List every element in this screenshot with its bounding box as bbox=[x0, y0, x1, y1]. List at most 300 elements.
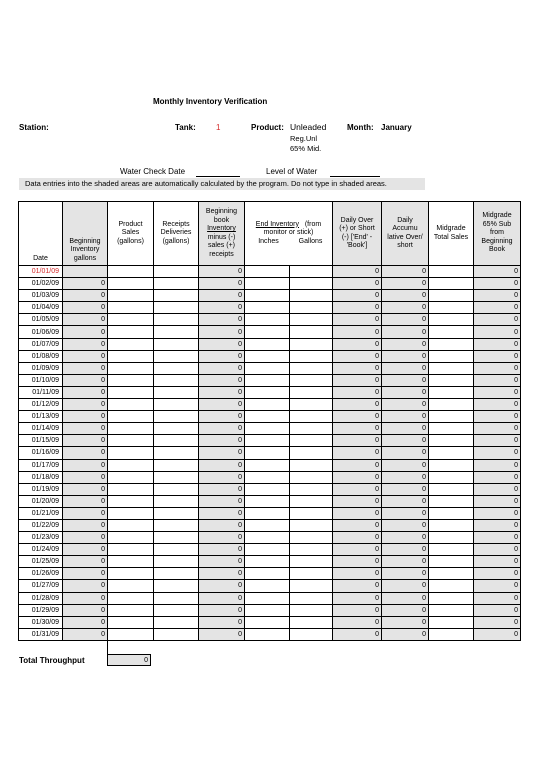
book-inventory-cell: 0 bbox=[199, 362, 245, 374]
end-gallons-input[interactable] bbox=[290, 435, 333, 447]
receipts-input[interactable] bbox=[154, 568, 199, 580]
daily-over-short-cell: 0 bbox=[333, 604, 382, 616]
book-inventory-cell: 0 bbox=[199, 471, 245, 483]
receipts-input[interactable] bbox=[154, 374, 199, 386]
daily-over-short-cell: 0 bbox=[333, 519, 382, 531]
midgrade-sub-cell: 0 bbox=[474, 386, 521, 398]
midgrade-sub-cell: 0 bbox=[474, 495, 521, 507]
midgrade-sales-input[interactable] bbox=[429, 326, 474, 338]
end-inches-input[interactable] bbox=[245, 544, 290, 556]
product-sales-input[interactable] bbox=[108, 471, 154, 483]
beginning-inventory-cell: 0 bbox=[63, 568, 108, 580]
receipts-input[interactable] bbox=[154, 592, 199, 604]
table-row bbox=[19, 350, 521, 362]
product-sales-input[interactable] bbox=[108, 435, 154, 447]
shaded-area-notice: Data entries into the shaded areas are automatically calculated by the program. Do not type in shaded areas. bbox=[19, 178, 425, 190]
product-sales-input[interactable] bbox=[108, 326, 154, 338]
midgrade-sales-input[interactable] bbox=[429, 544, 474, 556]
beginning-inventory-cell: 0 bbox=[63, 350, 108, 362]
midgrade-sub-cell: 0 bbox=[474, 628, 521, 640]
date-cell: 01/28/09 bbox=[19, 592, 63, 604]
end-inches-input[interactable] bbox=[245, 326, 290, 338]
date-cell: 01/10/09 bbox=[19, 374, 63, 386]
product-sales-input[interactable] bbox=[108, 399, 154, 411]
cumulative-over-short-cell: 0 bbox=[382, 435, 429, 447]
end-gallons-input[interactable] bbox=[290, 374, 333, 386]
product-sales-input[interactable] bbox=[108, 374, 154, 386]
product-sales-input[interactable] bbox=[108, 495, 154, 507]
book-inventory-cell: 0 bbox=[199, 507, 245, 519]
end-gallons-input[interactable] bbox=[290, 580, 333, 592]
product-sales-input[interactable] bbox=[108, 350, 154, 362]
cumulative-over-short-cell: 0 bbox=[382, 616, 429, 628]
end-gallons-input[interactable] bbox=[290, 483, 333, 495]
end-inches-input[interactable] bbox=[245, 362, 290, 374]
midgrade-sales-input[interactable] bbox=[429, 616, 474, 628]
product-sales-input[interactable] bbox=[108, 386, 154, 398]
product-sales-input[interactable] bbox=[108, 544, 154, 556]
daily-over-short-cell: 0 bbox=[333, 314, 382, 326]
table-row bbox=[19, 447, 521, 459]
midgrade-sales-input[interactable] bbox=[429, 628, 474, 640]
receipts-input[interactable] bbox=[154, 532, 199, 544]
beginning-inventory-cell: 0 bbox=[63, 495, 108, 507]
col-header-end-gallons: Gallons bbox=[298, 237, 323, 245]
table-row bbox=[19, 374, 521, 386]
water-level-label: Level of Water bbox=[266, 167, 318, 176]
end-gallons-input[interactable] bbox=[290, 519, 333, 531]
end-gallons-input[interactable] bbox=[290, 447, 333, 459]
receipts-input[interactable] bbox=[154, 326, 199, 338]
midgrade-sales-input[interactable] bbox=[429, 411, 474, 423]
table-row bbox=[19, 604, 521, 616]
cumulative-over-short-cell: 0 bbox=[382, 568, 429, 580]
book-inventory-cell: 0 bbox=[199, 447, 245, 459]
end-inches-input[interactable] bbox=[245, 507, 290, 519]
midgrade-sales-input[interactable] bbox=[429, 471, 474, 483]
product-sales-input[interactable] bbox=[108, 532, 154, 544]
end-gallons-input[interactable] bbox=[290, 266, 333, 278]
end-gallons-input[interactable] bbox=[290, 290, 333, 302]
book-inventory-cell: 0 bbox=[199, 350, 245, 362]
beginning-inventory-cell: 0 bbox=[63, 411, 108, 423]
product-sales-input[interactable] bbox=[108, 447, 154, 459]
table-row bbox=[19, 302, 521, 314]
midgrade-sales-input[interactable] bbox=[429, 290, 474, 302]
end-gallons-input[interactable] bbox=[290, 568, 333, 580]
book-inventory-cell: 0 bbox=[199, 435, 245, 447]
midgrade-sub-cell: 0 bbox=[474, 399, 521, 411]
date-cell: 01/17/09 bbox=[19, 459, 63, 471]
daily-over-short-cell: 0 bbox=[333, 616, 382, 628]
receipts-input[interactable] bbox=[154, 314, 199, 326]
end-gallons-input[interactable] bbox=[290, 544, 333, 556]
end-gallons-input[interactable] bbox=[290, 423, 333, 435]
end-gallons-input[interactable] bbox=[290, 471, 333, 483]
book-inventory-cell: 0 bbox=[199, 592, 245, 604]
end-inches-input[interactable] bbox=[245, 556, 290, 568]
daily-over-short-cell: 0 bbox=[333, 399, 382, 411]
beginning-inventory-cell: 0 bbox=[63, 556, 108, 568]
receipts-input[interactable] bbox=[154, 399, 199, 411]
receipts-input[interactable] bbox=[154, 483, 199, 495]
beginning-inventory-cell: 0 bbox=[63, 532, 108, 544]
end-gallons-input[interactable] bbox=[290, 314, 333, 326]
receipts-input[interactable] bbox=[154, 435, 199, 447]
daily-over-short-cell: 0 bbox=[333, 411, 382, 423]
product-sales-input[interactable] bbox=[108, 568, 154, 580]
midgrade-sub-cell: 0 bbox=[474, 483, 521, 495]
midgrade-sub-cell: 0 bbox=[474, 507, 521, 519]
product-sales-input[interactable] bbox=[108, 483, 154, 495]
end-inches-input[interactable] bbox=[245, 266, 290, 278]
end-inches-input[interactable] bbox=[245, 435, 290, 447]
beginning-inventory-cell: 0 bbox=[63, 362, 108, 374]
end-gallons-input[interactable] bbox=[290, 592, 333, 604]
beginning-inventory-cell: 0 bbox=[63, 447, 108, 459]
midgrade-sales-input[interactable] bbox=[429, 278, 474, 290]
midgrade-sales-input[interactable] bbox=[429, 435, 474, 447]
end-gallons-input[interactable] bbox=[290, 386, 333, 398]
beginning-inventory-cell: 0 bbox=[63, 423, 108, 435]
product-sales-input[interactable] bbox=[108, 338, 154, 350]
date-cell: 01/20/09 bbox=[19, 495, 63, 507]
cumulative-over-short-cell: 0 bbox=[382, 266, 429, 278]
total-throughput-label: Total Throughput bbox=[19, 656, 85, 665]
book-inventory-cell: 0 bbox=[199, 519, 245, 531]
end-inches-input[interactable] bbox=[245, 604, 290, 616]
date-cell: 01/26/09 bbox=[19, 568, 63, 580]
end-gallons-input[interactable] bbox=[290, 411, 333, 423]
daily-over-short-cell: 0 bbox=[333, 568, 382, 580]
midgrade-sub-cell: 0 bbox=[474, 423, 521, 435]
book-inventory-cell: 0 bbox=[199, 411, 245, 423]
receipts-input[interactable] bbox=[154, 616, 199, 628]
date-cell: 01/14/09 bbox=[19, 423, 63, 435]
end-inches-input[interactable] bbox=[245, 302, 290, 314]
end-inches-input[interactable] bbox=[245, 519, 290, 531]
tank-value[interactable]: 1 bbox=[216, 123, 221, 132]
receipts-input[interactable] bbox=[154, 556, 199, 568]
cumulative-over-short-cell: 0 bbox=[382, 278, 429, 290]
product-sales-input[interactable] bbox=[108, 314, 154, 326]
receipts-input[interactable] bbox=[154, 519, 199, 531]
water-check-date-label: Water Check Date bbox=[120, 167, 186, 176]
midgrade-sub-cell: 0 bbox=[474, 326, 521, 338]
beginning-inventory-cell: 0 bbox=[63, 616, 108, 628]
cumulative-over-short-cell: 0 bbox=[382, 447, 429, 459]
product-sales-input[interactable] bbox=[108, 302, 154, 314]
end-inches-input[interactable] bbox=[245, 495, 290, 507]
cumulative-over-short-cell: 0 bbox=[382, 314, 429, 326]
cumulative-over-short-cell: 0 bbox=[382, 374, 429, 386]
midgrade-sales-input[interactable] bbox=[429, 350, 474, 362]
end-gallons-input[interactable] bbox=[290, 302, 333, 314]
cumulative-over-short-cell: 0 bbox=[382, 386, 429, 398]
product-sales-input[interactable] bbox=[108, 592, 154, 604]
end-inches-input[interactable] bbox=[245, 568, 290, 580]
receipts-input[interactable] bbox=[154, 423, 199, 435]
product-sales-input[interactable] bbox=[108, 604, 154, 616]
cumulative-over-short-cell: 0 bbox=[382, 362, 429, 374]
midgrade-sales-input[interactable] bbox=[429, 362, 474, 374]
cumulative-over-short-cell: 0 bbox=[382, 326, 429, 338]
end-inches-input[interactable] bbox=[245, 447, 290, 459]
receipts-input[interactable] bbox=[154, 338, 199, 350]
table-row bbox=[19, 495, 521, 507]
midgrade-sales-input[interactable] bbox=[429, 483, 474, 495]
daily-over-short-cell: 0 bbox=[333, 338, 382, 350]
product-sales-input[interactable] bbox=[108, 556, 154, 568]
cumulative-over-short-cell: 0 bbox=[382, 580, 429, 592]
table-row bbox=[19, 532, 521, 544]
daily-over-short-cell: 0 bbox=[333, 580, 382, 592]
book-inventory-cell: 0 bbox=[199, 423, 245, 435]
product-sales-input[interactable] bbox=[108, 519, 154, 531]
midgrade-sub-cell: 0 bbox=[474, 362, 521, 374]
end-gallons-input[interactable] bbox=[290, 556, 333, 568]
daily-over-short-cell: 0 bbox=[333, 278, 382, 290]
date-cell: 01/09/09 bbox=[19, 362, 63, 374]
table-row bbox=[19, 616, 521, 628]
product-sales-input[interactable] bbox=[108, 616, 154, 628]
receipts-input[interactable] bbox=[154, 628, 199, 640]
daily-over-short-cell: 0 bbox=[333, 471, 382, 483]
daily-over-short-cell: 0 bbox=[333, 362, 382, 374]
book-inventory-cell: 0 bbox=[199, 386, 245, 398]
table-row bbox=[19, 459, 521, 471]
end-inches-input[interactable] bbox=[245, 374, 290, 386]
midgrade-sales-input[interactable] bbox=[429, 386, 474, 398]
receipts-input[interactable] bbox=[154, 580, 199, 592]
midgrade-sub-cell: 0 bbox=[474, 350, 521, 362]
midgrade-sub-cell: 0 bbox=[474, 266, 521, 278]
end-gallons-input[interactable] bbox=[290, 399, 333, 411]
product-value[interactable]: Unleaded bbox=[290, 122, 327, 132]
receipts-input[interactable] bbox=[154, 386, 199, 398]
end-gallons-input[interactable] bbox=[290, 628, 333, 640]
beginning-inventory-cell: 0 bbox=[63, 628, 108, 640]
midgrade-sales-input[interactable] bbox=[429, 604, 474, 616]
cumulative-over-short-cell: 0 bbox=[382, 495, 429, 507]
beginning-inventory-cell: 0 bbox=[63, 483, 108, 495]
col-header-end-inches: Inches bbox=[258, 237, 279, 245]
midgrade-sub-cell: 0 bbox=[474, 544, 521, 556]
midgrade-sales-input[interactable] bbox=[429, 556, 474, 568]
midgrade-sub-cell: 0 bbox=[474, 447, 521, 459]
end-gallons-input[interactable] bbox=[290, 326, 333, 338]
beginning-inventory-cell: 0 bbox=[63, 507, 108, 519]
beginning-inventory-cell: 0 bbox=[63, 604, 108, 616]
midgrade-sales-input[interactable] bbox=[429, 519, 474, 531]
date-cell: 01/05/09 bbox=[19, 314, 63, 326]
col-header-cumulative-over-short: Daily Accumu lative Over/ short bbox=[382, 202, 429, 266]
col-header-beginning-inventory: Beginning Inventory gallons bbox=[63, 202, 108, 266]
end-gallons-input[interactable] bbox=[290, 362, 333, 374]
beginning-inventory-cell: 0 bbox=[63, 314, 108, 326]
end-inches-input[interactable] bbox=[245, 459, 290, 471]
midgrade-sales-input[interactable] bbox=[429, 592, 474, 604]
end-inches-input[interactable] bbox=[245, 278, 290, 290]
date-cell: 01/13/09 bbox=[19, 411, 63, 423]
product-sales-input[interactable] bbox=[108, 362, 154, 374]
receipts-input[interactable] bbox=[154, 459, 199, 471]
product-sales-input[interactable] bbox=[108, 290, 154, 302]
receipts-input[interactable] bbox=[154, 507, 199, 519]
midgrade-sub-cell: 0 bbox=[474, 278, 521, 290]
col-header-midgrade-total-sales: Midgrade Total Sales bbox=[429, 202, 474, 266]
product-sales-input[interactable] bbox=[108, 266, 154, 278]
end-gallons-input[interactable] bbox=[290, 532, 333, 544]
product-sales-input[interactable] bbox=[108, 423, 154, 435]
date-cell: 01/04/09 bbox=[19, 302, 63, 314]
midgrade-sales-input[interactable] bbox=[429, 568, 474, 580]
receipts-input[interactable] bbox=[154, 544, 199, 556]
end-inches-input[interactable] bbox=[245, 471, 290, 483]
inventory-table bbox=[18, 201, 521, 641]
table-row bbox=[19, 435, 521, 447]
total-connector-line bbox=[107, 639, 108, 654]
midgrade-sales-input[interactable] bbox=[429, 580, 474, 592]
end-inches-input[interactable] bbox=[245, 411, 290, 423]
end-gallons-input[interactable] bbox=[290, 616, 333, 628]
midgrade-sales-input[interactable] bbox=[429, 399, 474, 411]
date-cell: 01/07/09 bbox=[19, 338, 63, 350]
beginning-inventory-cell: 0 bbox=[63, 374, 108, 386]
receipts-input[interactable] bbox=[154, 411, 199, 423]
receipts-input[interactable] bbox=[154, 604, 199, 616]
midgrade-sales-input[interactable] bbox=[429, 447, 474, 459]
receipts-input[interactable] bbox=[154, 302, 199, 314]
date-cell: 01/08/09 bbox=[19, 350, 63, 362]
product-sales-input[interactable] bbox=[108, 278, 154, 290]
receipts-input[interactable] bbox=[154, 471, 199, 483]
book-inventory-cell: 0 bbox=[199, 495, 245, 507]
end-inches-input[interactable] bbox=[245, 350, 290, 362]
midgrade-sub-cell: 0 bbox=[474, 459, 521, 471]
midgrade-sales-input[interactable] bbox=[429, 507, 474, 519]
end-inches-input[interactable] bbox=[245, 314, 290, 326]
end-gallons-input[interactable] bbox=[290, 350, 333, 362]
end-inches-input[interactable] bbox=[245, 616, 290, 628]
table-row bbox=[19, 266, 521, 278]
book-inventory-cell: 0 bbox=[199, 266, 245, 278]
end-inches-input[interactable] bbox=[245, 483, 290, 495]
product-sales-input[interactable] bbox=[108, 507, 154, 519]
receipts-input[interactable] bbox=[154, 362, 199, 374]
cumulative-over-short-cell: 0 bbox=[382, 556, 429, 568]
book-inventory-cell: 0 bbox=[199, 616, 245, 628]
cumulative-over-short-cell: 0 bbox=[382, 519, 429, 531]
receipts-input[interactable] bbox=[154, 266, 199, 278]
midgrade-sales-input[interactable] bbox=[429, 423, 474, 435]
end-inches-input[interactable] bbox=[245, 423, 290, 435]
receipts-input[interactable] bbox=[154, 350, 199, 362]
beginning-inventory-cell: 0 bbox=[63, 580, 108, 592]
daily-over-short-cell: 0 bbox=[333, 628, 382, 640]
midgrade-sub-cell: 0 bbox=[474, 568, 521, 580]
product-sales-input[interactable] bbox=[108, 411, 154, 423]
date-cell: 01/21/09 bbox=[19, 507, 63, 519]
midgrade-sub-cell: 0 bbox=[474, 374, 521, 386]
end-inches-input[interactable] bbox=[245, 290, 290, 302]
midgrade-sales-input[interactable] bbox=[429, 314, 474, 326]
midgrade-sales-input[interactable] bbox=[429, 302, 474, 314]
receipts-input[interactable] bbox=[154, 495, 199, 507]
beginning-inventory-cell bbox=[63, 266, 108, 278]
daily-over-short-cell: 0 bbox=[333, 302, 382, 314]
end-gallons-input[interactable] bbox=[290, 278, 333, 290]
daily-over-short-cell: 0 bbox=[333, 556, 382, 568]
beginning-inventory-cell: 0 bbox=[63, 338, 108, 350]
table-row bbox=[19, 314, 521, 326]
midgrade-sales-input[interactable] bbox=[429, 374, 474, 386]
receipts-input[interactable] bbox=[154, 447, 199, 459]
water-check-date-field[interactable] bbox=[196, 176, 240, 177]
end-inches-input[interactable] bbox=[245, 592, 290, 604]
book-inventory-cell: 0 bbox=[199, 314, 245, 326]
daily-over-short-cell: 0 bbox=[333, 495, 382, 507]
beginning-inventory-cell: 0 bbox=[63, 290, 108, 302]
end-inches-input[interactable] bbox=[245, 628, 290, 640]
beginning-inventory-cell: 0 bbox=[63, 278, 108, 290]
midgrade-sales-input[interactable] bbox=[429, 495, 474, 507]
cumulative-over-short-cell: 0 bbox=[382, 338, 429, 350]
table-row bbox=[19, 423, 521, 435]
cumulative-over-short-cell: 0 bbox=[382, 471, 429, 483]
end-inches-input[interactable] bbox=[245, 580, 290, 592]
book-inventory-cell: 0 bbox=[199, 532, 245, 544]
water-level-field[interactable] bbox=[330, 176, 380, 177]
beginning-inventory-cell: 0 bbox=[63, 302, 108, 314]
midgrade-sales-input[interactable] bbox=[429, 338, 474, 350]
tank-label: Tank: bbox=[175, 123, 196, 132]
col-header-date: Date bbox=[19, 202, 63, 266]
midgrade-sales-input[interactable] bbox=[429, 532, 474, 544]
table-row bbox=[19, 483, 521, 495]
receipts-input[interactable] bbox=[154, 278, 199, 290]
date-cell: 01/29/09 bbox=[19, 604, 63, 616]
end-inches-input[interactable] bbox=[245, 386, 290, 398]
product-sales-input[interactable] bbox=[108, 580, 154, 592]
book-inventory-cell: 0 bbox=[199, 302, 245, 314]
midgrade-sub-cell: 0 bbox=[474, 338, 521, 350]
midgrade-sales-input[interactable] bbox=[429, 459, 474, 471]
product-sales-input[interactable] bbox=[108, 628, 154, 640]
receipts-input[interactable] bbox=[154, 290, 199, 302]
month-value[interactable]: January bbox=[381, 123, 412, 132]
end-gallons-input[interactable] bbox=[290, 338, 333, 350]
cumulative-over-short-cell: 0 bbox=[382, 628, 429, 640]
table-row bbox=[19, 556, 521, 568]
end-gallons-input[interactable] bbox=[290, 459, 333, 471]
book-inventory-cell: 0 bbox=[199, 290, 245, 302]
midgrade-sales-input[interactable] bbox=[429, 266, 474, 278]
end-gallons-input[interactable] bbox=[290, 604, 333, 616]
end-inches-input[interactable] bbox=[245, 532, 290, 544]
end-gallons-input[interactable] bbox=[290, 507, 333, 519]
total-throughput-value: 0 bbox=[107, 654, 151, 666]
midgrade-sub-cell: 0 bbox=[474, 290, 521, 302]
end-inches-input[interactable] bbox=[245, 338, 290, 350]
midgrade-sub-cell: 0 bbox=[474, 302, 521, 314]
end-gallons-input[interactable] bbox=[290, 495, 333, 507]
product-sales-input[interactable] bbox=[108, 459, 154, 471]
date-cell: 01/06/09 bbox=[19, 326, 63, 338]
station-label: Station: bbox=[19, 123, 49, 132]
daily-over-short-cell: 0 bbox=[333, 423, 382, 435]
end-inches-input[interactable] bbox=[245, 399, 290, 411]
